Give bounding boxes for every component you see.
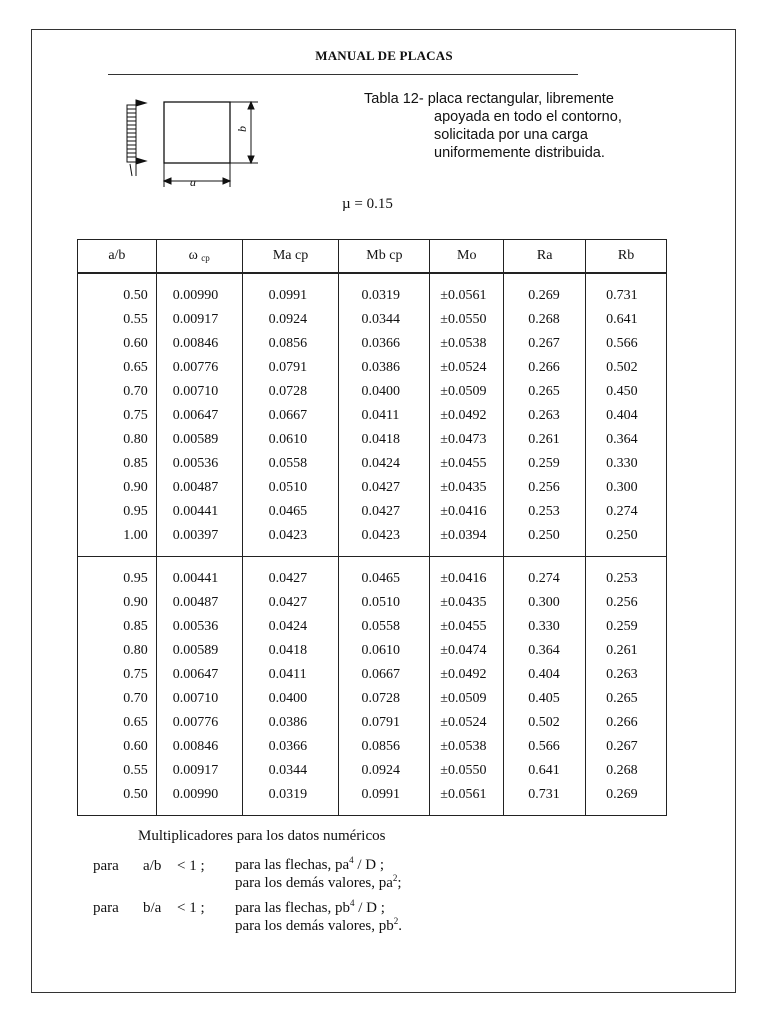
table-cell: 0.265 <box>586 687 667 711</box>
mult-row1-cond: < 1 ; <box>177 858 205 874</box>
header-omega-sub: cp <box>201 253 210 263</box>
table-cell: ±0.0416 <box>430 500 504 524</box>
table-cell: 0.00441 <box>156 500 242 524</box>
mult-row1-line1-post: / D ; <box>353 857 385 873</box>
mult-row1-line2-post: ; <box>397 875 402 891</box>
table-cell: 0.00776 <box>156 356 242 380</box>
header-omega <box>156 240 242 274</box>
mult-row2-para: para <box>93 900 119 916</box>
caption-line-4: uniformemente distribuida. <box>434 145 605 161</box>
table-cell: 0.00710 <box>156 687 242 711</box>
table-cell: 0.0411 <box>242 663 339 687</box>
table-cell: ±0.0538 <box>430 332 504 356</box>
dimension-label-b: b <box>235 126 249 132</box>
table-row <box>78 452 667 476</box>
plate-outline <box>164 102 230 163</box>
table-cell: 0.00589 <box>156 639 242 663</box>
table-cell: ±0.0550 <box>430 308 504 332</box>
mult-row2-line2-post: . <box>398 918 402 934</box>
table-cell: ±0.0455 <box>430 452 504 476</box>
table-cell: 0.0510 <box>339 591 430 615</box>
table-cell: 0.0400 <box>242 687 339 711</box>
table-cell: 0.268 <box>586 759 667 783</box>
table-cell: 0.0418 <box>339 428 430 452</box>
table-row <box>78 711 667 735</box>
table-cell: 0.250 <box>586 524 667 557</box>
table-cell: 0.00846 <box>156 332 242 356</box>
caption-line-3: solicitada por una carga <box>434 127 588 143</box>
header-ra: Ra <box>504 240 586 274</box>
table-group-ab-lt-1 <box>78 273 667 557</box>
mult-row2-line1 <box>235 898 385 917</box>
dimension-lines <box>164 102 258 187</box>
table-cell: 0.00536 <box>156 615 242 639</box>
mult-row1-line1-text: para las flechas, pa <box>235 857 350 873</box>
table-cell: 0.55 <box>78 759 157 783</box>
table-cell: 0.330 <box>586 452 667 476</box>
table-cell: 1.00 <box>78 524 157 557</box>
table-cell: 0.55 <box>78 308 157 332</box>
page-title: MANUAL DE PLACAS <box>315 48 453 63</box>
distributed-load-hatch <box>127 100 146 176</box>
table-row <box>78 687 667 711</box>
header-ab: a/b <box>78 240 157 274</box>
table-cell: 0.90 <box>78 476 157 500</box>
table-cell: 0.263 <box>504 404 586 428</box>
table-cell: 0.0319 <box>339 273 430 308</box>
table-group-ba-lt-1 <box>78 557 667 816</box>
header-mb: Mb cp <box>339 240 430 274</box>
table-cell: 0.0728 <box>242 380 339 404</box>
table-cell: 0.65 <box>78 356 157 380</box>
table-cell: 0.00589 <box>156 428 242 452</box>
table-row <box>78 404 667 428</box>
table-cell: 0.0411 <box>339 404 430 428</box>
table-cell: 0.85 <box>78 615 157 639</box>
table-row <box>78 591 667 615</box>
table-cell: ±0.0550 <box>430 759 504 783</box>
table-cell: ±0.0435 <box>430 591 504 615</box>
table-cell: 0.266 <box>504 356 586 380</box>
table-cell: 0.0510 <box>242 476 339 500</box>
table-cell: 0.269 <box>504 273 586 308</box>
multipliers-title: Multiplicadores para los datos numéricos <box>138 828 386 844</box>
table-cell: 0.0610 <box>339 639 430 663</box>
table-cell: 0.0427 <box>339 500 430 524</box>
table-caption <box>364 90 664 162</box>
table-cell: 0.566 <box>586 332 667 356</box>
table-cell: 0.00536 <box>156 452 242 476</box>
table-cell: 0.253 <box>586 557 667 592</box>
table-cell: 0.0558 <box>242 452 339 476</box>
table-row <box>78 332 667 356</box>
table-cell: 0.00776 <box>156 711 242 735</box>
table-header-row <box>78 240 667 274</box>
table-cell: 0.0400 <box>339 380 430 404</box>
table-row <box>78 356 667 380</box>
table-cell: 0.0344 <box>242 759 339 783</box>
table-cell: 0.268 <box>504 308 586 332</box>
mult-row1-para: para <box>93 858 119 874</box>
table-cell: 0.265 <box>504 380 586 404</box>
table-cell: 0.300 <box>586 476 667 500</box>
table-cell: 0.00710 <box>156 380 242 404</box>
table-cell: 0.0791 <box>242 356 339 380</box>
table-cell: ±0.0538 <box>430 735 504 759</box>
table-cell: 0.0386 <box>242 711 339 735</box>
table-cell: 0.256 <box>586 591 667 615</box>
table-cell: 0.00487 <box>156 476 242 500</box>
table-cell: 0.00647 <box>156 663 242 687</box>
table-cell: ±0.0394 <box>430 524 504 557</box>
table-cell: 0.00917 <box>156 308 242 332</box>
table-cell: ±0.0561 <box>430 273 504 308</box>
table-cell: 0.0667 <box>242 404 339 428</box>
table-cell: 0.0366 <box>339 332 430 356</box>
header-ma: Ma cp <box>242 240 339 274</box>
table-cell: 0.641 <box>586 308 667 332</box>
table-cell: ±0.0492 <box>430 404 504 428</box>
mult-row2-line1-text: para las flechas, pb <box>235 900 350 916</box>
table-row <box>78 557 667 592</box>
header-mo: Mo <box>430 240 504 274</box>
table-cell: 0.0465 <box>339 557 430 592</box>
table-cell: 0.50 <box>78 273 157 308</box>
table-row <box>78 428 667 452</box>
table-cell: 0.274 <box>504 557 586 592</box>
table-cell: 0.0424 <box>242 615 339 639</box>
table-cell: 0.259 <box>586 615 667 639</box>
table-cell: ±0.0435 <box>430 476 504 500</box>
caption-lead: Tabla 12- <box>364 91 424 107</box>
table-cell: 0.00846 <box>156 735 242 759</box>
table-cell: 0.00487 <box>156 591 242 615</box>
caption-line-2: apoyada en todo el contorno, <box>434 109 622 125</box>
table-cell: 0.00647 <box>156 404 242 428</box>
mult-row1-line1-exp: 4 <box>349 855 354 865</box>
table-cell: 0.266 <box>586 711 667 735</box>
table-row <box>78 500 667 524</box>
caption-line-1: placa rectangular, libremente <box>427 91 614 107</box>
table-cell: ±0.0524 <box>430 356 504 380</box>
table-cell: 0.00397 <box>156 524 242 557</box>
table-cell: 0.0366 <box>242 735 339 759</box>
table-cell: 0.502 <box>586 356 667 380</box>
table-cell: 0.0610 <box>242 428 339 452</box>
table-row <box>78 663 667 687</box>
header-rule <box>108 74 578 75</box>
table-cell: 0.50 <box>78 783 157 816</box>
table-cell: 0.0924 <box>242 308 339 332</box>
mult-row2-line2 <box>235 916 402 935</box>
table-row <box>78 273 667 308</box>
table-cell: 0.65 <box>78 711 157 735</box>
table-cell: 0.261 <box>586 639 667 663</box>
table-row <box>78 380 667 404</box>
table-cell: 0.75 <box>78 404 157 428</box>
table-cell: 0.641 <box>504 759 586 783</box>
table-cell: ±0.0561 <box>430 783 504 816</box>
table-cell: 0.300 <box>504 591 586 615</box>
table-cell: 0.0427 <box>339 476 430 500</box>
table-cell: 0.0991 <box>242 273 339 308</box>
mult-row2-line2-exp: 2 <box>393 916 399 926</box>
table-cell: 0.364 <box>586 428 667 452</box>
mult-row1-line2 <box>235 873 402 892</box>
table-cell: 0.253 <box>504 500 586 524</box>
table-row <box>78 639 667 663</box>
table-cell: 0.0465 <box>242 500 339 524</box>
header-rb: Rb <box>586 240 667 274</box>
table-cell: 0.0319 <box>242 783 339 816</box>
mult-row2-line1-post: / D ; <box>354 900 385 916</box>
plate-diagram <box>118 94 268 194</box>
table-cell: 0.80 <box>78 639 157 663</box>
mult-row1-line2-text: para los demás valores, pa <box>235 875 393 891</box>
table-row <box>78 476 667 500</box>
table-cell: ±0.0473 <box>430 428 504 452</box>
table-cell: 0.80 <box>78 428 157 452</box>
table-cell: 0.0427 <box>242 557 339 592</box>
table-cell: 0.00441 <box>156 557 242 592</box>
table-cell: 0.0558 <box>339 615 430 639</box>
table-row <box>78 783 667 816</box>
table-cell: 0.0924 <box>339 759 430 783</box>
table-cell: 0.267 <box>504 332 586 356</box>
mult-row1-line1 <box>235 855 384 874</box>
table-cell: ±0.0509 <box>430 687 504 711</box>
table-cell: ±0.0492 <box>430 663 504 687</box>
table-cell: ±0.0455 <box>430 615 504 639</box>
mult-row2-cond: < 1 ; <box>177 900 205 916</box>
table-cell: 0.404 <box>504 663 586 687</box>
table-cell: 0.0418 <box>242 639 339 663</box>
table-cell: 0.405 <box>504 687 586 711</box>
table-row <box>78 524 667 557</box>
table-cell: ±0.0509 <box>430 380 504 404</box>
table-cell: 0.0791 <box>339 711 430 735</box>
table-cell: 0.70 <box>78 687 157 711</box>
table-cell: 0.502 <box>504 711 586 735</box>
table-cell: 0.60 <box>78 332 157 356</box>
table-cell: 0.70 <box>78 380 157 404</box>
table-row <box>78 735 667 759</box>
mult-row2-line1-exp: 4 <box>349 898 355 908</box>
mult-row1-ratio: a/b <box>143 858 162 874</box>
coefficient-table <box>77 239 667 816</box>
table-cell: 0.0423 <box>242 524 339 557</box>
table-row <box>78 615 667 639</box>
table-cell: 0.0344 <box>339 308 430 332</box>
table-cell: 0.250 <box>504 524 586 557</box>
table-cell: 0.0424 <box>339 452 430 476</box>
table-cell: 0.0991 <box>339 783 430 816</box>
table-cell: 0.90 <box>78 591 157 615</box>
table-cell: 0.00990 <box>156 783 242 816</box>
table-cell: 0.75 <box>78 663 157 687</box>
table-cell: ±0.0474 <box>430 639 504 663</box>
table-cell: 0.256 <box>504 476 586 500</box>
table-cell: 0.0856 <box>339 735 430 759</box>
mult-row2-ratio: b/a <box>143 900 162 916</box>
table-cell: 0.731 <box>504 783 586 816</box>
table-cell: ±0.0416 <box>430 557 504 592</box>
table-cell: 0.267 <box>586 735 667 759</box>
table-cell: 0.259 <box>504 452 586 476</box>
header-omega-symbol: ω <box>188 248 198 263</box>
table-cell: 0.450 <box>586 380 667 404</box>
table-row <box>78 759 667 783</box>
table-cell: 0.731 <box>586 273 667 308</box>
poisson-ratio: µ = 0.15 <box>342 196 393 212</box>
table-cell: 0.0728 <box>339 687 430 711</box>
table-cell: 0.274 <box>586 500 667 524</box>
table-cell: 0.330 <box>504 615 586 639</box>
dimension-label-a: a <box>190 175 196 189</box>
table-cell: 0.0423 <box>339 524 430 557</box>
table-cell: 0.0856 <box>242 332 339 356</box>
table-cell: 0.566 <box>504 735 586 759</box>
table-row <box>78 308 667 332</box>
table-cell: 0.00917 <box>156 759 242 783</box>
mult-row1-line2-exp: 2 <box>392 873 398 883</box>
table-cell: 0.95 <box>78 557 157 592</box>
table-cell: 0.364 <box>504 639 586 663</box>
table-cell: 0.263 <box>586 663 667 687</box>
table-cell: 0.00990 <box>156 273 242 308</box>
table-cell: 0.60 <box>78 735 157 759</box>
table-cell: ±0.0524 <box>430 711 504 735</box>
table-cell: 0.404 <box>586 404 667 428</box>
table-cell: 0.0386 <box>339 356 430 380</box>
table-cell: 0.269 <box>586 783 667 816</box>
table-cell: 0.95 <box>78 500 157 524</box>
table-cell: 0.85 <box>78 452 157 476</box>
table-cell: 0.261 <box>504 428 586 452</box>
table-cell: 0.0427 <box>242 591 339 615</box>
mult-row2-line2-text: para los demás valores, pb <box>235 918 394 934</box>
table-cell: 0.0667 <box>339 663 430 687</box>
